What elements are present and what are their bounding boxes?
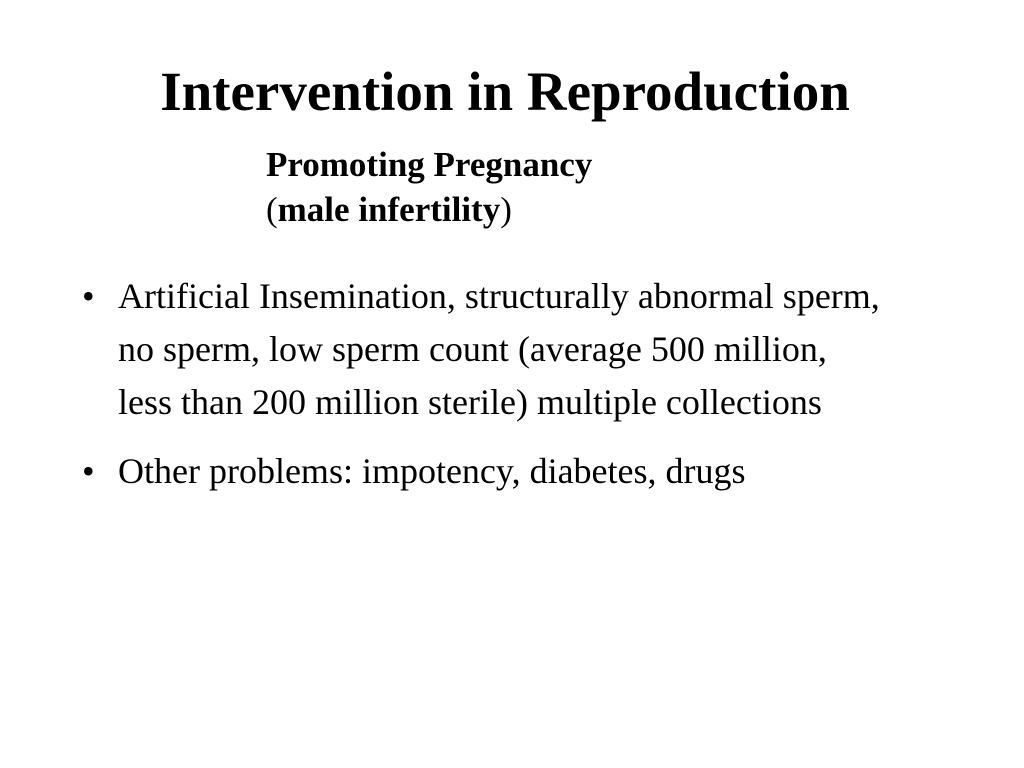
subtitle-line-2 <box>266 187 592 232</box>
subtitle-emphasis: male infertility <box>277 190 501 229</box>
subtitle-close-paren: ) <box>500 190 512 229</box>
bullet-item <box>82 445 982 498</box>
slide-subtitle <box>266 142 592 232</box>
bullet-text: Artificial Insemination, structurally abnormal sperm, no sperm, low sperm count (average 500 million, less than 200 million sterile) multiple collections <box>118 276 880 422</box>
bullet-list <box>82 270 982 514</box>
slide-title: Intervention in Reproduction <box>160 61 850 122</box>
subtitle-open-paren: ( <box>266 190 278 229</box>
bullet-item <box>82 270 982 429</box>
subtitle-line-1: Promoting Pregnancy <box>266 145 593 184</box>
bullet-icon: • <box>82 276 95 316</box>
bullet-text: Other problems: impotency, diabetes, drugs <box>118 451 746 491</box>
bullet-icon: • <box>82 451 95 491</box>
